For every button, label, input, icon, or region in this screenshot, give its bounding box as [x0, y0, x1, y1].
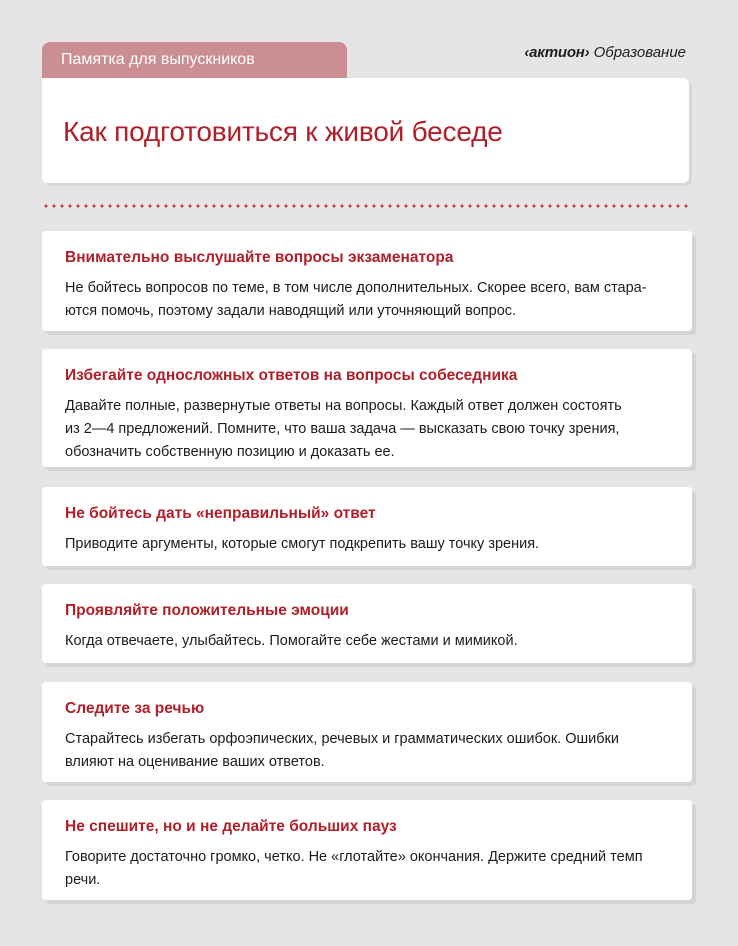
tip-line: речи.	[65, 872, 101, 888]
tip-title: Избегайте односложных ответов на вопросы собеседника	[65, 367, 518, 384]
publisher-logo	[524, 44, 686, 62]
tip-line: Давайте полные, развернутые ответы на вопросы. Каждый ответ должен состоять	[65, 398, 622, 414]
tip-line: из 2—4 предложений. Помните, что ваша задача — высказать свою точку зрения,	[65, 421, 620, 437]
tip-text	[65, 728, 670, 774]
tip-line: Говорите достаточно громко, четко. Не «глотайте» окончания. Держите средний темп	[65, 849, 643, 865]
tip-text	[65, 533, 670, 556]
tip-title: Проявляйте положительные эмоции	[65, 602, 349, 619]
tip-line: влияют на оценивание ваших ответов.	[65, 754, 325, 770]
tip-card-5	[42, 682, 692, 782]
category-label: Памятка для выпускников	[61, 51, 255, 68]
tip-line: ются помочь, поэтому задали наводящий или уточняющий вопрос.	[65, 303, 517, 319]
tip-title: Следите за речью	[65, 700, 205, 717]
tip-line: Старайтесь избегать орфоэпических, речевых и грамматических ошибок. Ошибки	[65, 731, 619, 747]
tip-text	[65, 277, 670, 323]
logo-brand: ‹актион›	[524, 44, 590, 61]
dotted-divider	[42, 204, 689, 208]
document-category-tag	[42, 42, 347, 78]
tip-title: Не спешите, но и не делайте больших пауз	[65, 818, 397, 835]
tip-line: Приводите аргументы, которые смогут подкрепить вашу точку зрения.	[65, 536, 540, 552]
tip-text	[65, 395, 670, 464]
tip-text	[65, 630, 670, 653]
tip-card-6	[42, 800, 692, 900]
tip-card-1	[42, 231, 692, 331]
tip-title: Не бойтесь дать «неправильный» ответ	[65, 505, 376, 522]
title-card	[42, 78, 689, 183]
tip-card-2	[42, 349, 692, 467]
tip-card-4	[42, 584, 692, 663]
tip-card-3	[42, 487, 692, 566]
tip-line: Не бойтесь вопросов по теме, в том числе дополнительных. Скорее всего, вам стара-	[65, 280, 647, 296]
tip-title: Внимательно выслушайте вопросы экзаменатора	[65, 249, 454, 266]
page-title: Как подготовиться к живой беседе	[63, 116, 503, 147]
logo-suffix: Образование	[593, 44, 686, 61]
tip-text	[65, 846, 670, 892]
tip-line: Когда отвечаете, улыбайтесь. Помогайте себе жестами и мимикой.	[65, 633, 518, 649]
tip-line: обозначить собственную позицию и доказать ее.	[65, 444, 395, 460]
